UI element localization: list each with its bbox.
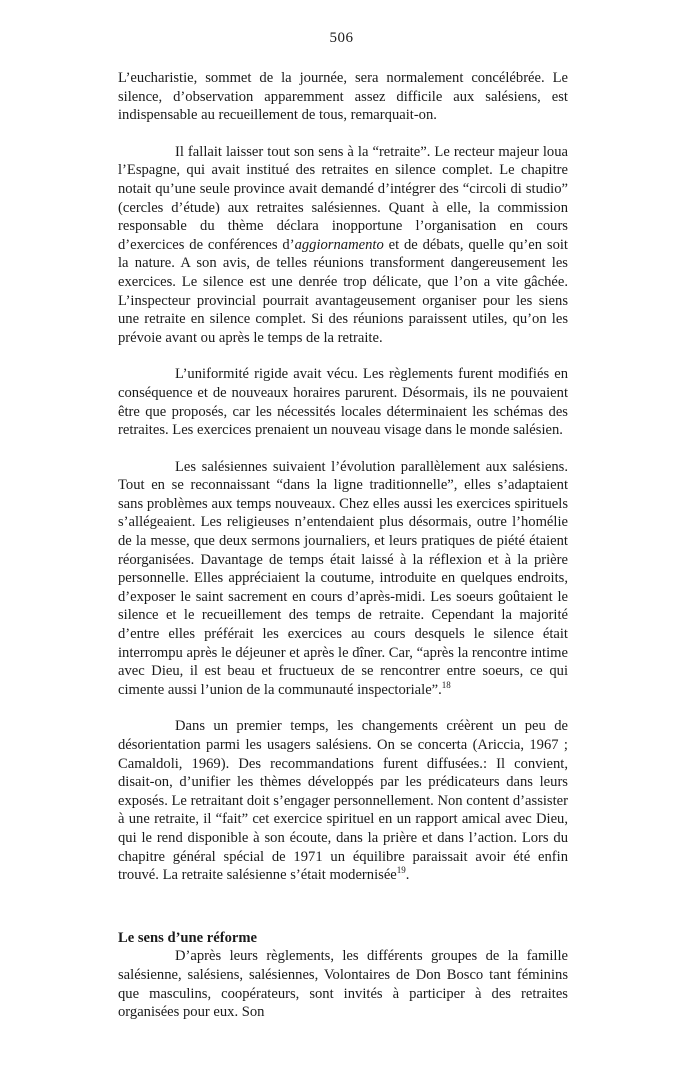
page-number: 506 (329, 30, 354, 46)
paragraph-spacer (118, 440, 568, 458)
footnote-ref-18: 18 (441, 679, 451, 690)
paragraph-2-text-after: et de débats, quelle qu’en soit la nature. A son avis, de telles réunions transforment dangereusement les exercices. Le silence est une denrée trop délicate, que l’on a vite gâchée. L’inspecteur provincial pourrait avantageusement organiser pour les siens une retraite en silence complet. Si des réunions paraissent utiles, qu’on les prévoie avant ou après le temps de la retraite. (118, 236, 568, 346)
paragraph-spacer (118, 699, 568, 717)
paragraph-4 (118, 458, 568, 700)
paragraph-3 (118, 365, 568, 439)
paragraph-5 (118, 717, 568, 884)
paragraph-spacer (118, 125, 568, 143)
section-heading: Le sens d’une réforme (118, 929, 258, 946)
paragraph-2 (118, 143, 568, 348)
section-spacer (118, 885, 568, 929)
paragraph-2-italic-term: aggiornamento (294, 236, 384, 253)
paragraph-spacer (118, 347, 568, 365)
body-text (118, 69, 568, 1022)
paragraph-1 (118, 69, 568, 125)
footnote-ref-19: 19 (396, 865, 406, 876)
paragraph-2-text-before: Il fallait laisser tout son sens à la “retraite”. Le recteur majeur loua l’Espagne, qui avait institué des retraites en silence complet. Le chapitre notait qu’une seule province avait demandé d’intégrer des “circoli di studio” (cercles d’étude) aux retraites salésiennes. Quant à elle, la commission responsable du thème déclara inopportune l’organisation en cours d’exercices de conférences d’ (118, 143, 568, 253)
section-paragraph-text: D’après leurs règlements, les différents groupes de la famille salésienne, salésiens, salésiennes, Volontaires de Don Bosco tant féminins que masculins, coopérateurs, sont invités à participer à des retraites organisées pour eux. Son (118, 948, 568, 1021)
paragraph-4-text: Les salésiennes suivaient l’évolution parallèlement aux salésiens. Tout en se reconnaissant “dans la ligne traditionnelle”, elles s’adaptaient sans problèmes aux temps nouveaux. Chez elles aussi les exercices spirituels s’allégeaient. Les religieuses n’entendaient plus désormais, outre l’homélie de la messe, que deux sermons journaliers, et leurs pratiques de piété étaient réorganisées. Davantage de temps était laissé à la réflexion et à la prière personnelle. Elles appréciaient la coutume, introduite en quelques endroits, d’exposer le saint sacrement en cours d’après-midi. Les soeurs goûtaient le silence et le recueillement des temps de retraite. Cependant la majorité d’entre elles préférait les exercices au cours desquels le silence était interrompu après le déjeuner et après le dîner. Car, “après la rencontre intime avec Dieu, il est beau et fructueux de se rencontrer entre soeurs, ce qui cimente aussi l’union de la communauté inspectoriale”. (118, 458, 568, 698)
paragraph-5-tail: . (405, 867, 410, 884)
paragraph-3-text: L’uniformité rigide avait vécu. Les règlements furent modifiés en conséquence et de nouveaux horaires parurent. Désormais, ils ne pouvaient être que proposés, car les nécessités locales déterminaient les schémas des retraites. Les exercices prenaient un nouveau visage dans le monde salésien. (118, 366, 568, 439)
section-paragraph (118, 947, 568, 1021)
paragraph-5-text: Dans un premier temps, les changements créèrent un peu de désorientation parmi les usagers salésiens. On se concerta (Ariccia, 1967 ; Camaldoli, 1969). Des recommandations furent diffusées.: Il convient, disait-on, d’unifier les thèmes développés par les prédicateurs dans leurs exposés. Le retraitant doit s’engager personnellement. Non content d’assister à une retraite, il “fait” cet exercice spirituel en un rapport amical avec Dieu, qui le rend disponible à son écoute, dans la prière et dans l’action. Lors du chapitre général spécial de 1971 un équilibre paraissait avoir été enfin trouvé. La retraite salésienne s’était modernisée (118, 718, 568, 884)
paragraph-1-text: L’eucharistie, sommet de la journée, sera normalement concélébrée. Le silence, d’observation apparemment assez difficile aux salésiens, est indispensable au recueillement de tous, remarquait-on. (118, 70, 568, 124)
